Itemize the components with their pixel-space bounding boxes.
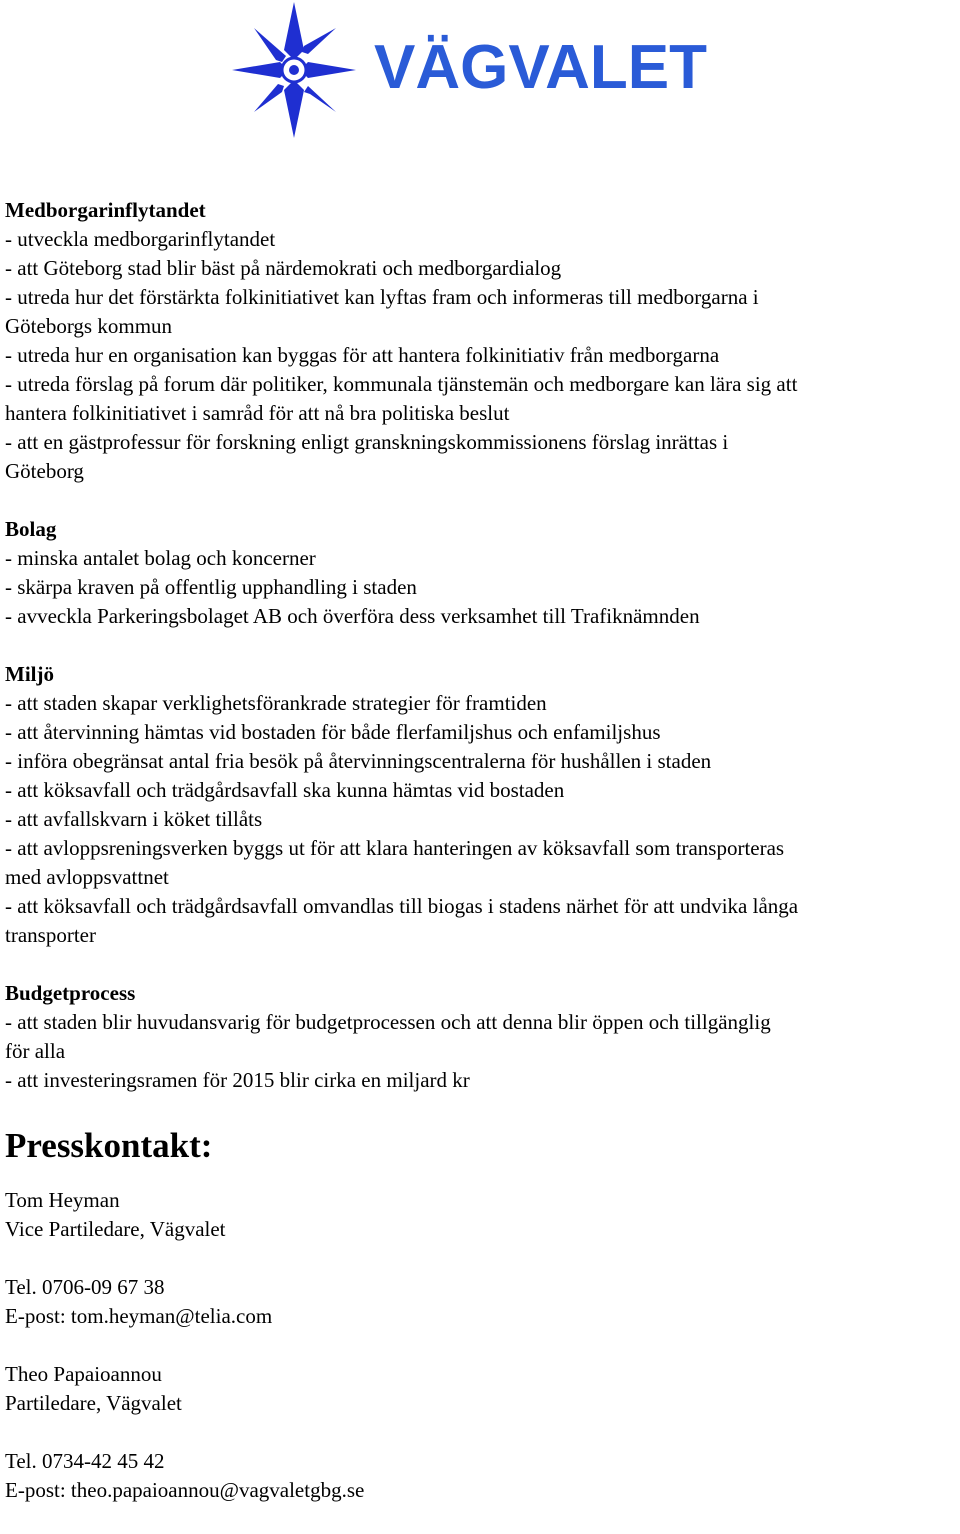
section-line: - att köksavfall och trädgårdsavfall ska kunna hämtas vid bostaden — [5, 778, 565, 802]
section-line: - införa obegränsat antal fria besök på återvinningscentralerna för hushållen i staden — [5, 749, 712, 773]
contact-identity — [5, 1186, 957, 1244]
section-line: - att investeringsramen för 2015 blir cirka en miljard kr — [5, 1068, 470, 1092]
section-line: - att avfallskvarn i köket tillåts — [5, 807, 263, 831]
section-line: - utreda hur en organisation kan byggas för att hantera folkinitiativ från medborgarna — [5, 343, 720, 367]
contact-name: Theo Papaioannou — [5, 1362, 162, 1386]
section-heading: Medborgarinflytandet — [5, 198, 206, 222]
section-3 — [5, 979, 957, 1095]
contact-role: Vice Partiledare, Vägvalet — [5, 1217, 226, 1241]
section-line: - att staden blir huvudansvarig för budgetprocessen och att denna blir öppen och tillgänglig — [5, 1010, 771, 1034]
press-contact-title: Presskontakt: — [5, 1126, 213, 1165]
contact-email: E-post: tom.heyman@telia.com — [5, 1304, 273, 1328]
section-line: - utreda förslag på forum där politiker, kommunala tjänstemän och medborgare kan lära sig att — [5, 372, 798, 396]
section-line: transporter — [5, 923, 96, 947]
section-line: - avveckla Parkeringsbolaget AB och överföra dess verksamhet till Trafiknämnden — [5, 604, 700, 628]
section-line: - att Göteborg stad blir bäst på närdemokrati och medborgardialog — [5, 256, 562, 280]
section-line: - att staden skapar verklighetsförankrade strategier för framtiden — [5, 691, 547, 715]
section-line: - att återvinning hämtas vid bostaden för både flerfamiljshus och enfamiljshus — [5, 720, 661, 744]
section-line: Göteborg — [5, 459, 84, 483]
contact-details — [5, 1273, 957, 1331]
section-line: - att en gästprofessur för forskning enligt granskningskommissionens förslag inrättas i — [5, 430, 729, 454]
section-line: med avloppsvattnet — [5, 865, 169, 889]
section-line: Göteborgs kommun — [5, 314, 173, 338]
section-line: - utveckla medborgarinflytandet — [5, 227, 276, 251]
contact-identity — [5, 1360, 957, 1418]
contact-phone: Tel. 0734-42 45 42 — [5, 1449, 165, 1473]
section-line: - skärpa kraven på offentlig upphandling i staden — [5, 575, 417, 599]
section-line: - minska antalet bolag och koncerner — [5, 546, 316, 570]
contact-phone: Tel. 0706-09 67 38 — [5, 1275, 165, 1299]
contact-name: Tom Heyman — [5, 1188, 120, 1212]
contact-email: E-post: theo.papaioannou@vagvaletgbg.se — [5, 1478, 365, 1502]
section-heading: Bolag — [5, 517, 57, 541]
section-1 — [5, 515, 957, 631]
contact-block — [5, 1360, 957, 1505]
section-line: - att avloppsreningsverken byggs ut för att klara hanteringen av köksavfall som transporteras — [5, 836, 785, 860]
contact-block — [5, 1186, 957, 1331]
section-2 — [5, 660, 957, 950]
contact-details — [5, 1447, 957, 1505]
section-line: - utreda hur det förstärkta folkinitiativet kan lyftas fram och informeras till medborgarna i — [5, 285, 759, 309]
section-heading: Budgetprocess — [5, 981, 136, 1005]
section-line: hantera folkinitiativet i samråd för att nå bra politiska beslut — [5, 401, 510, 425]
section-0 — [5, 196, 957, 486]
section-line: för alla — [5, 1039, 66, 1063]
compass-star-icon — [232, 0, 732, 140]
section-line: - att köksavfall och trädgårdsavfall omvandlas till biogas i stadens närhet för att undvika långa — [5, 894, 799, 918]
contact-role: Partiledare, Vägvalet — [5, 1391, 182, 1415]
section-heading: Miljö — [5, 662, 54, 686]
logo-wordmark: VÄGVALET — [374, 33, 707, 102]
vagvalet-logo — [232, 0, 732, 140]
document-body — [5, 196, 957, 1534]
